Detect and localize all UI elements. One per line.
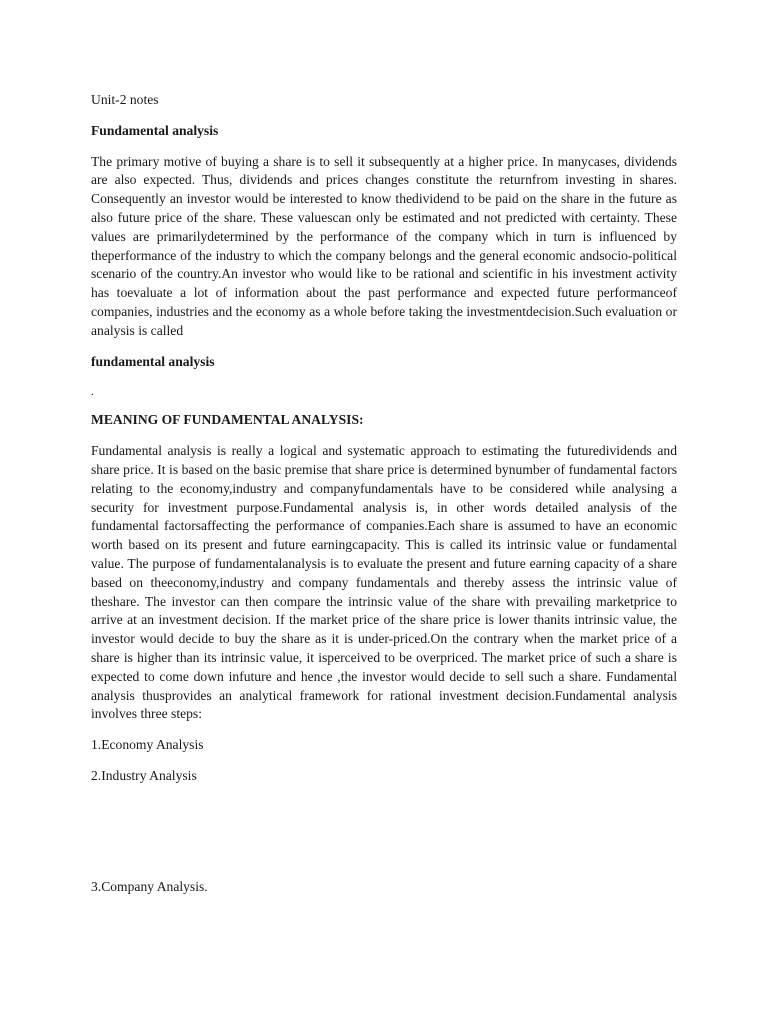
paragraph-meaning: Fundamental analysis is really a logical and systematic approach to estimating the futuredividends and share price. It is based on the basic premise that share price is determined bynumber of fundamental factors relating to the economy,industry and companyfundamentals have to be considered while analysing a security for investment purpose.Fundamental analysis is, in other words detailed analysis of the fundamental factorsaffecting the performance of companies.Each share is assumed to have an economic worth based on its present and future earningcapacity. This is called its intrinsic value or fundamental value. The purpose of fundamentalanalysis is to evaluate the present and future earning capacity of a share based on theeconomy,industry and company fundamentals and thereby assess the intrinsic value of theshare. The investor can then compare the intrinsic value of the share with prevailing marketprice to arrive at an investment decision. If the market price of the share price is lower thanits intrinsic value, the investor would decide to buy the share as it is under-priced.On the contrary when the market price of a share is higher than its intrinsic value, it isperceived to be overpriced. The market price of such a share is expected to come down infuture and hence ,the investor would decide to sell such a share. Fundamental analysis thusprovides an analytical framework for rational investment decision.Fundamental analysis involves three steps:: [91, 443, 677, 722]
step-industry-analysis: 2.Industry Analysis: [91, 767, 197, 783]
heading-fundamental-analysis-term: fundamental analysis: [91, 353, 215, 369]
separator-dot: .: [91, 386, 94, 399]
step-company-analysis: 3.Company Analysis.: [91, 878, 208, 894]
heading-meaning: MEANING OF FUNDAMENTAL ANALYSIS:: [91, 412, 364, 428]
paragraph-primary-motive: The primary motive of buying a share is to sell it subsequently at a higher price. In manycases, dividends are also expected. Thus, dividends and prices changes constitute the returnfrom investing in shares. Consequently an investor would be interested to know thedividend to be paid on the share in the future as also future price of the share. These valuescan only be estimated and not predicted with certainty. These values are primarilydetermined by the performance of the company which in turn is influenced by theperformance of the industry to which the company belongs and the general economic andsocio-political scenario of the country.An investor who would like to be rational and scientific in his investment activity has toevaluate a lot of information about the past performance and expected future performanceof companies, industries and the economy as a whole before taking the investmentdecision.Such evaluation or analysis is called: [91, 153, 677, 338]
unit-title: Unit-2 notes: [91, 92, 159, 107]
document-page: [91, 91, 677, 897]
step-economy-analysis: 1.Economy Analysis: [91, 737, 204, 753]
heading-fundamental-analysis: Fundamental analysis: [91, 122, 219, 138]
